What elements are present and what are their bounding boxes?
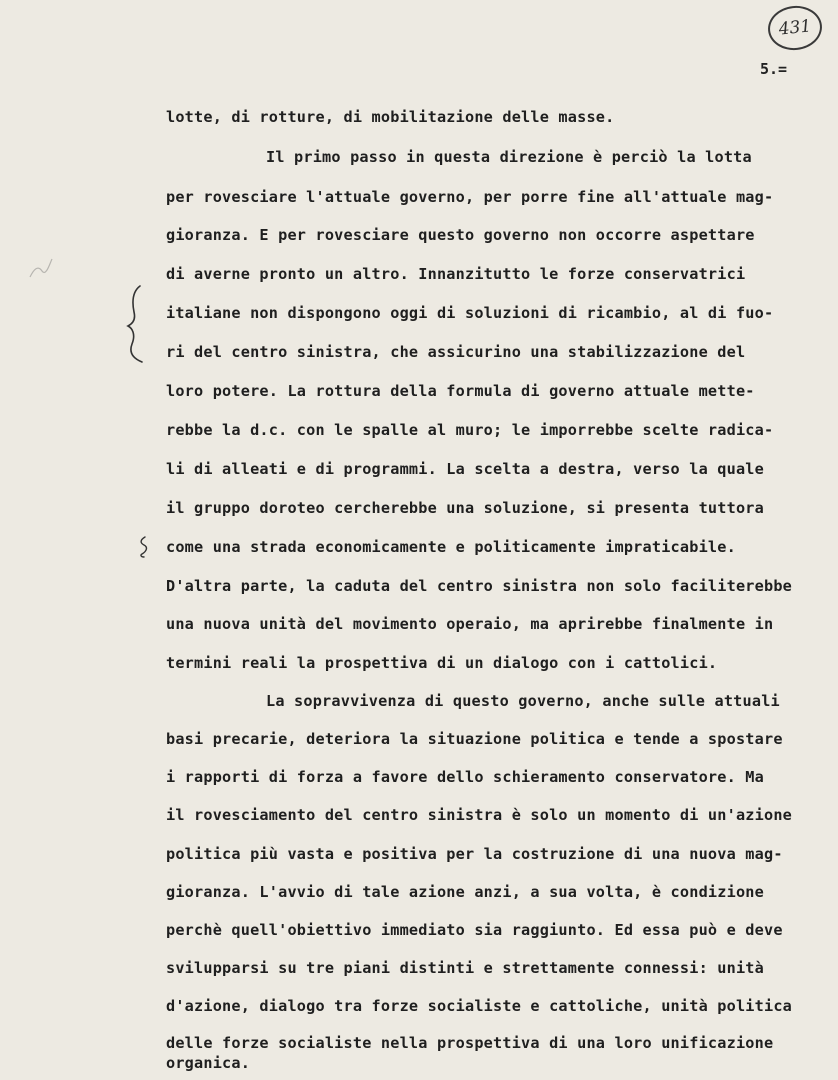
text-line: li di alleati e di programmi. La scelta a destra, verso la quale — [166, 460, 764, 478]
text-line: organica. — [166, 1054, 251, 1072]
text-line: come una strada economicamente e politicamente impraticabile. — [166, 538, 736, 556]
margin-faint-mark — [26, 255, 56, 285]
text-line: italiane non dispongono oggi di soluzioni di ricambio, al di fuo- — [166, 304, 774, 322]
text-line: i rapporti di forza a favore dello schieramento conservatore. Ma — [166, 768, 764, 786]
text-line: rebbe la d.c. con le spalle al muro; le imporrebbe scelte radica- — [166, 421, 774, 439]
text-line: delle forze socialiste nella prospettiva di una loro unificazione — [166, 1034, 774, 1052]
text-line: il rovesciamento del centro sinistra è solo un momento di un'azione — [166, 806, 793, 824]
text-line: loro potere. La rottura della formula di governo attuale mette- — [166, 382, 755, 400]
text-line: lotte, di rotture, di mobilitazione delle masse. — [166, 108, 615, 126]
text-line: d'azione, dialogo tra forze socialiste e cattoliche, unità politica — [166, 997, 793, 1015]
paragraph-first-line: Il primo passo in questa direzione è perciò la lotta — [266, 148, 752, 166]
text-line: svilupparsi su tre piani distinti e strettamente connessi: unità — [166, 959, 764, 977]
text-line: termini reali la prospettiva di un dialogo con i cattolici. — [166, 654, 718, 672]
margin-squiggle-mark — [136, 536, 152, 558]
text-line: D'altra parte, la caduta del centro sinistra non solo faciliterebbe — [166, 577, 793, 595]
text-line: una nuova unità del movimento operaio, ma aprirebbe finalmente in — [166, 615, 774, 633]
margin-bracket-mark — [118, 284, 158, 364]
archive-stamp: 431 — [766, 3, 824, 52]
text-line: basi precarie, deteriora la situazione politica e tende a spostare — [166, 730, 783, 748]
paragraph-first-line: La sopravvivenza di questo governo, anche sulle attuali — [266, 692, 780, 710]
text-line: di averne pronto un altro. Innanzitutto le forze conservatrici — [166, 265, 746, 283]
text-line: gioranza. L'avvio di tale azione anzi, a sua volta, è condizione — [166, 883, 764, 901]
text-line: politica più vasta e positiva per la costruzione di una nuova mag- — [166, 845, 783, 863]
page-number: 5.= — [760, 60, 788, 78]
text-line: perchè quell'obiettivo immediato sia raggiunto. Ed essa può e deve — [166, 921, 783, 939]
text-line: ri del centro sinistra, che assicurino una stabilizzazione del — [166, 343, 746, 361]
text-line: gioranza. E per rovesciare questo governo non occorre aspettare — [166, 226, 755, 244]
text-line: il gruppo doroteo cercherebbe una soluzione, si presenta tuttora — [166, 499, 764, 517]
text-line: per rovesciare l'attuale governo, per porre fine all'attuale mag- — [166, 188, 774, 206]
